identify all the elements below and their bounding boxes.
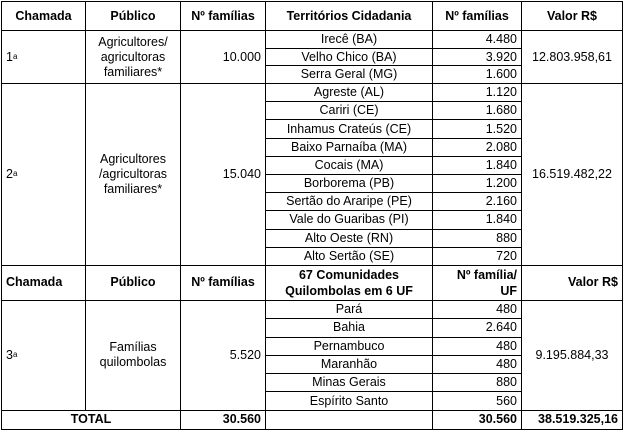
territorio-cell: Velho Chico (BA) [266, 48, 433, 66]
total-n-familias: 30.560 [181, 410, 266, 429]
table-row [2, 300, 623, 318]
familias-cell: 2.080 [433, 138, 522, 156]
territorio-cell: Cocais (MA) [266, 156, 433, 174]
familias-cell: 2.160 [433, 193, 522, 211]
familias-cell: 1.600 [433, 66, 522, 84]
publico-line: agricultoras [100, 49, 166, 64]
publico-line: familiares* [103, 64, 163, 79]
header-row-1 [2, 2, 623, 31]
uf-cell: Minas Gerais [266, 374, 433, 392]
publico-line: quilombolas [99, 355, 167, 370]
ordinal-indicator: a [12, 349, 18, 359]
col-header-valor-2: Valor R$ [522, 265, 623, 300]
col-header-n-familias-territorio: Nº famílias [433, 2, 522, 31]
territorio-cell: Borborema (PB) [266, 175, 433, 193]
territorio-cell: Serra Geral (MG) [266, 66, 433, 84]
chamada-number: 3 [6, 347, 13, 362]
familias-cell: 1.200 [433, 175, 522, 193]
familias-cell: 1.840 [433, 211, 522, 229]
familias-cell: 880 [433, 374, 522, 392]
familias-cell: 1.520 [433, 120, 522, 138]
territorio-cell: Alto Sertão (SE) [266, 247, 433, 265]
col-header-n-familia-uf [433, 265, 522, 300]
col-header-territorios: Territórios Cidadania [266, 2, 433, 31]
col-header-publico-2: Público [86, 265, 181, 300]
total-n-familias-territorio: 30.560 [433, 410, 522, 429]
publico-cell-1 [86, 31, 181, 84]
chamada-cell-2 [2, 84, 86, 266]
familias-cell: 3.920 [433, 48, 522, 66]
publico-line: Famílias [109, 340, 157, 355]
header-line: UF [500, 283, 517, 298]
publico-line: familiares* [103, 182, 163, 196]
valor-cell-1: 12.803.958,61 [522, 31, 623, 84]
total-empty-cell [266, 410, 433, 429]
familias-cell: 1.680 [433, 102, 522, 120]
familias-cell: 480 [433, 355, 522, 373]
familias-cell: 880 [433, 229, 522, 247]
col-header-publico: Público [86, 2, 181, 31]
territorio-cell: Agreste (AL) [266, 84, 433, 102]
uf-cell: Pernambuco [266, 337, 433, 355]
territorio-cell: Baixo Parnaíba (MA) [266, 138, 433, 156]
territorio-cell: Vale do Guaribas (PI) [266, 211, 433, 229]
n-familias-cell-2: 15.040 [181, 84, 266, 266]
total-row [2, 410, 623, 429]
col-header-comunidades [266, 265, 433, 300]
valor-cell-3: 9.195.884,33 [522, 300, 623, 410]
publico-cell-3 [86, 300, 181, 410]
valor-cell-2: 16.519.482,22 [522, 84, 623, 266]
familias-cell: 480 [433, 337, 522, 355]
territorio-cell: Cariri (CE) [266, 102, 433, 120]
chamada-cell-1 [2, 31, 86, 84]
col-header-n-familias-2: Nº famílias [181, 265, 266, 300]
table-row [2, 31, 623, 49]
uf-cell: Espírito Santo [266, 392, 433, 410]
familias-cell: 560 [433, 392, 522, 410]
territorio-cell: Sertão do Araripe (PE) [266, 193, 433, 211]
uf-cell: Pará [266, 300, 433, 318]
chamada-number: 1 [6, 49, 13, 64]
header-line: 67 Comunidades [298, 267, 400, 282]
total-label: TOTAL [2, 410, 181, 429]
col-header-chamada: Chamada [2, 2, 86, 31]
ordinal-indicator: a [12, 51, 18, 61]
col-header-valor: Valor R$ [522, 2, 623, 31]
chamada-cell-3 [2, 300, 86, 410]
ordinal-indicator: a [12, 169, 18, 178]
header-row-2 [2, 265, 623, 300]
n-familias-cell-3: 5.520 [181, 300, 266, 410]
territorio-cell: Irecê (BA) [266, 31, 433, 49]
publico-line: /agricultoras [98, 167, 168, 181]
chamadas-table [1, 1, 623, 430]
publico-cell-2 [86, 84, 181, 266]
territorio-cell: Alto Oeste (RN) [266, 229, 433, 247]
header-line: Nº família/ [456, 267, 517, 282]
total-valor: 38.519.325,16 [522, 410, 623, 429]
territorio-cell: Inhamus Crateús (CE) [266, 120, 433, 138]
uf-cell: Bahia [266, 319, 433, 337]
table-row [2, 84, 623, 102]
familias-cell: 1.840 [433, 156, 522, 174]
col-header-chamada-2: Chamada [2, 265, 86, 300]
familias-cell: 1.120 [433, 84, 522, 102]
publico-line: Agricultores/ [98, 34, 168, 49]
familias-cell: 2.640 [433, 319, 522, 337]
familias-cell: 720 [433, 247, 522, 265]
familias-cell: 480 [433, 300, 522, 318]
n-familias-cell-1: 10.000 [181, 31, 266, 84]
header-line: Quilombolas em 6 UF [285, 283, 413, 298]
uf-cell: Maranhão [266, 355, 433, 373]
col-header-n-familias: Nº famílias [181, 2, 266, 31]
chamada-number: 2 [6, 167, 13, 181]
familias-cell: 4.480 [433, 31, 522, 49]
publico-line: Agricultores [100, 152, 166, 166]
